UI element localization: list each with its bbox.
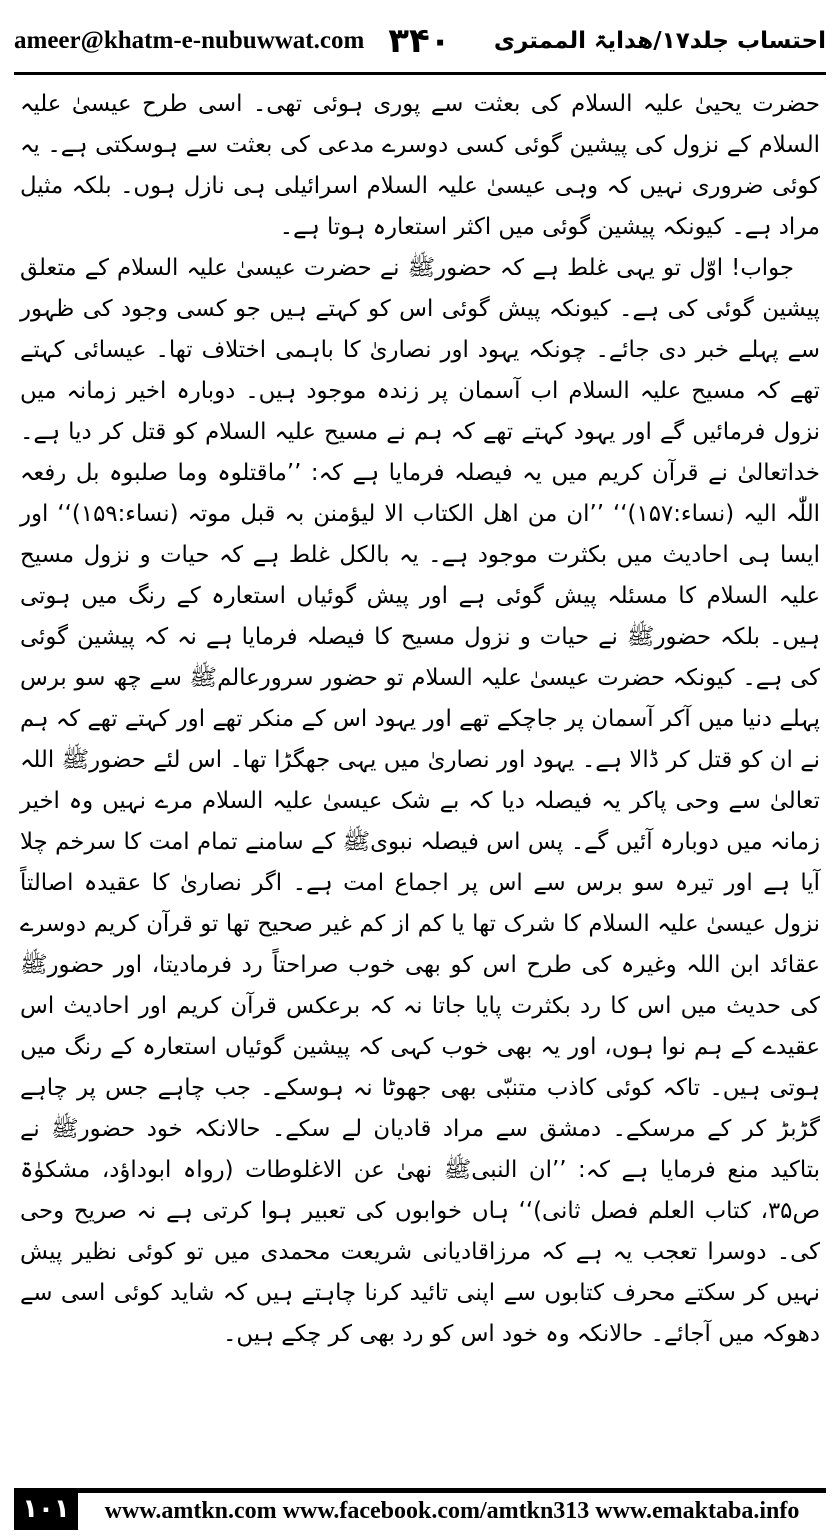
- page-footer: [14, 1488, 826, 1530]
- header-rule: [14, 72, 826, 75]
- page-header: [14, 14, 826, 68]
- header-left: [14, 21, 451, 61]
- page-body: [20, 84, 820, 1464]
- footer-bar: [78, 1488, 826, 1530]
- footer-urls: www.amtkn.com www.facebook.com/amtkn313 www.emaktaba.info: [104, 1498, 800, 1524]
- header-email: ameer@khatm-e-nubuwwat.com: [14, 27, 365, 54]
- footer-page-number: ۱۰۱: [14, 1488, 78, 1530]
- header-page-number: ۳۴۰: [388, 21, 451, 61]
- book-title: احتساب جلد۱۷/ھدایۃ الممتری: [493, 28, 826, 54]
- paragraph-1: حضرت یحییٰ علیہ السلام کی بعثت سے پوری ہوئی تھی۔ اسی طرح عیسیٰ علیہ السلام کے نزول کی پیشین گوئی کسی دوسرے مدعی کی بعثت سے ہوسکتی ہے۔ یہ کوئی ضروری نہیں کہ وہی عیسیٰ علیہ السلام اسرائیلی ہی نازل ہوں۔ بلکہ مثیل مراد ہے۔ کیونکہ پیشین گوئی میں اکثر استعارہ ہوتا ہے۔: [20, 91, 820, 240]
- paragraph-2: جواب! اوّل تو یہی غلط ہے کہ حضورﷺ نے حضرت عیسیٰ علیہ السلام کے متعلق پیشین گوئی کی ہے۔ کیونکہ پیش گوئی اس کو کہتے ہیں جو کسی وجود کی ظہور سے پہلے خبر دی جائے۔ چونکہ یہود اور نصاریٰ کا باہمی اختلاف تھا۔ عیسائی کہتے تھے کہ مسیح علیہ السلام اب آسمان پر زندہ موجود ہیں۔ دوبارہ اخیر زمانہ میں نزول فرمائیں گے اور یہود کہتے تھے کہ ہم نے مسیح علیہ السلام کو قتل کر دیا ہے۔ خداتعالیٰ نے قرآن کریم میں یہ فیصلہ فرمایا ہے کہ: ’’ماقتلوہ وما صلبوہ بل رفعہ اللّٰہ الیہ (نساء:۱۵۷)‘‘ ’’ان من اھل الکتاب الا لیؤمنن بہ قبل موتہ (نساء:۱۵۹)‘‘ اور ایسا ہی احادیث میں بکثرت موجود ہے۔ یہ بالکل غلط ہے کہ حیات و نزول مسیح علیہ السلام کا مسئلہ پیش گوئی ہے اور پیش گوئیاں استعارہ کے رنگ میں ہوتی ہیں۔ بلکہ حضورﷺ نے حیات و نزول مسیح کا فیصلہ فرمایا ہے نہ کہ پیشین گوئی کی ہے۔ کیونکہ حضرت عیسیٰ علیہ السلام تو حضور سرورعالمﷺ سے چھ سو برس پہلے دنیا میں آکر آسمان پر جاچکے تھے اور یہود اس کے منکر تھے اور کہتے تھے کہ ہم نے ان کو قتل کر ڈالا ہے۔ یہود اور نصاریٰ میں یہی جھگڑا تھا۔ اس لئے حضورﷺ اللہ تعالیٰ سے وحی پاکر یہ فیصلہ دیا کہ بے شک عیسیٰ علیہ السلام مرے نہیں وہ اخیر زمانہ میں دوبارہ آئیں گے۔ پس اس فیصلہ نبویﷺ کے سامنے تمام امت کا سرخم چلا آیا ہے اور تیرہ سو برس سے اس پر اجماع امت ہے۔ اگر نصاریٰ کا عقیدہ اصالتاً نزول عیسیٰ علیہ السلام کا شرک تھا یا کم از کم غیر صحیح تھا تو قرآن کریم دوسرے عقائد ابن اللہ وغیرہ کی طرح اس کو بھی خوب صراحتاً رد فرمادیتا، اور حضورﷺ کی حدیث میں اس کا رد بکثرت پایا جاتا نہ کہ برعکس قرآن کریم اور احادیث اس عقیدے کے ہم نوا ہوں، اور یہ بھی خوب کہی کہ پیشین گوئیاں استعارہ کے رنگ میں ہوتی ہیں۔ تاکہ کوئی کاذب متنبّی بھی جھوٹا نہ ہوسکے۔ جب چاہے جس پر چاہے گڑبڑ کر کے مرسکے۔ دمشق سے مراد قادیان لے سکے۔ حالانکہ خود حضورﷺ نے بتاکید منع فرمایا ہے کہ: ’’ان النبیﷺ نھیٰ عن الاغلوطات (رواہ ابوداؤد، مشکوٰۃ ص۳۵، کتاب العلم فصل ثانی)‘‘ ہاں خوابوں کی تعبیر ہوا کرتی ہے نہ صریح وحی کی۔ دوسرا تعجب یہ ہے کہ مرزاقادیانی شریعت محمدی میں تو کوئی نظیر پیش نہیں کر سکتے محرف کتابوں سے اپنی تائید کرنا چاہتے ہیں کہ شاید کوئی اسی سے دھوکہ میں آجائے۔ حالانکہ وہ خود اس کو رد بھی کر چکے ہیں۔: [20, 255, 820, 1347]
